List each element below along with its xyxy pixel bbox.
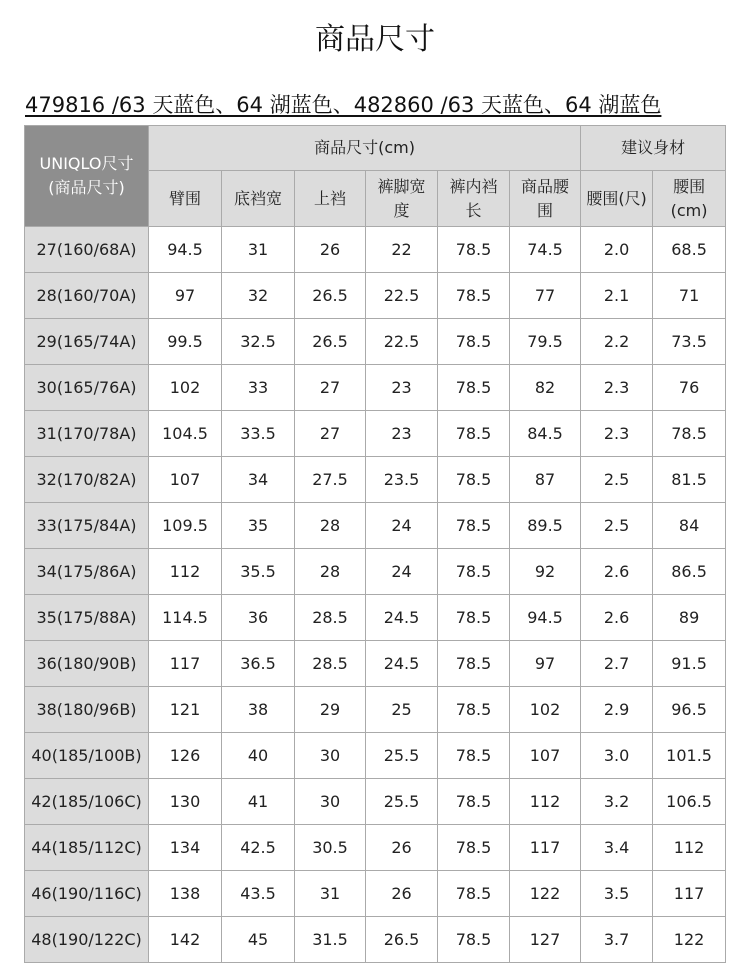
cell-inseam: 78.5 [438,411,510,457]
cell-arm-circumference: 109.5 [149,503,222,549]
cell-front-rise: 30.5 [295,825,366,871]
cell-front-rise: 28 [295,549,366,595]
cell-front-rise: 26.5 [295,273,366,319]
column-header-arm-circumference: 臂围 [149,171,222,227]
cell-inseam: 78.5 [438,595,510,641]
cell-arm-circumference: 114.5 [149,595,222,641]
row-size-label: 30(165/76A) [25,365,149,411]
cell-waist-cm: 91.5 [653,641,726,687]
row-size-label: 36(180/90B) [25,641,149,687]
cell-inseam: 78.5 [438,273,510,319]
cell-waist-chi: 2.1 [581,273,653,319]
row-size-label: 29(165/74A) [25,319,149,365]
cell-crotch-width: 41 [222,779,295,825]
table-row [25,871,726,917]
cell-inseam: 78.5 [438,687,510,733]
row-size-label: 33(175/84A) [25,503,149,549]
cell-arm-circumference: 102 [149,365,222,411]
cell-crotch-width: 42.5 [222,825,295,871]
cell-inseam: 78.5 [438,917,510,963]
cell-inseam: 78.5 [438,365,510,411]
cell-inseam: 78.5 [438,779,510,825]
suggested-body-group-header: 建议身材 [581,126,726,171]
cell-arm-circumference: 138 [149,871,222,917]
cell-hem-width: 22.5 [366,319,438,365]
cell-crotch-width: 32.5 [222,319,295,365]
cell-product-waist: 87 [510,457,581,503]
table-row [25,779,726,825]
cell-waist-cm: 84 [653,503,726,549]
cell-hem-width: 25 [366,687,438,733]
cell-front-rise: 26.5 [295,319,366,365]
column-header-crotch-width: 底裆宽 [222,171,295,227]
cell-waist-cm: 101.5 [653,733,726,779]
cell-hem-width: 26.5 [366,917,438,963]
cell-waist-chi: 2.0 [581,227,653,273]
table-row [25,917,726,963]
cell-arm-circumference: 112 [149,549,222,595]
row-size-label: 42(185/106C) [25,779,149,825]
cell-waist-chi: 2.2 [581,319,653,365]
table-row [25,503,726,549]
cell-waist-chi: 3.0 [581,733,653,779]
cell-arm-circumference: 99.5 [149,319,222,365]
table-row [25,733,726,779]
cell-crotch-width: 36.5 [222,641,295,687]
cell-product-waist: 77 [510,273,581,319]
cell-hem-width: 26 [366,825,438,871]
cell-product-waist: 84.5 [510,411,581,457]
column-header-inseam: 裤内裆 长 [438,171,510,227]
table-row [25,641,726,687]
cell-front-rise: 30 [295,733,366,779]
table-row [25,365,726,411]
cell-front-rise: 31.5 [295,917,366,963]
cell-waist-cm: 71 [653,273,726,319]
row-size-label: 40(185/100B) [25,733,149,779]
cell-front-rise: 28 [295,503,366,549]
cell-waist-cm: 96.5 [653,687,726,733]
cell-product-waist: 89.5 [510,503,581,549]
cell-hem-width: 22.5 [366,273,438,319]
table-row [25,227,726,273]
cell-product-waist: 127 [510,917,581,963]
brand-size-header: UNIQLO尺寸 (商品尺寸) [25,126,149,227]
cell-hem-width: 23.5 [366,457,438,503]
cell-crotch-width: 40 [222,733,295,779]
cell-hem-width: 26 [366,871,438,917]
row-size-label: 44(185/112C) [25,825,149,871]
row-size-label: 34(175/86A) [25,549,149,595]
row-size-label: 27(160/68A) [25,227,149,273]
cell-product-waist: 117 [510,825,581,871]
cell-product-waist: 74.5 [510,227,581,273]
cell-waist-chi: 3.4 [581,825,653,871]
cell-inseam: 78.5 [438,227,510,273]
row-size-label: 28(160/70A) [25,273,149,319]
size-chart-table [24,125,726,963]
cell-waist-cm: 122 [653,917,726,963]
cell-product-waist: 122 [510,871,581,917]
cell-waist-cm: 89 [653,595,726,641]
cell-product-waist: 79.5 [510,319,581,365]
cell-waist-chi: 2.9 [581,687,653,733]
cell-waist-cm: 68.5 [653,227,726,273]
cell-arm-circumference: 107 [149,457,222,503]
cell-crotch-width: 31 [222,227,295,273]
column-header-waist-cm: 腰围 (cm) [653,171,726,227]
cell-waist-chi: 2.6 [581,549,653,595]
cell-hem-width: 23 [366,365,438,411]
cell-inseam: 78.5 [438,503,510,549]
cell-front-rise: 29 [295,687,366,733]
cell-waist-cm: 112 [653,825,726,871]
cell-waist-chi: 3.7 [581,917,653,963]
cell-front-rise: 28.5 [295,595,366,641]
cell-hem-width: 24.5 [366,595,438,641]
cell-arm-circumference: 97 [149,273,222,319]
cell-crotch-width: 33.5 [222,411,295,457]
cell-waist-cm: 78.5 [653,411,726,457]
cell-inseam: 78.5 [438,641,510,687]
table-row [25,595,726,641]
cell-waist-chi: 2.6 [581,595,653,641]
cell-arm-circumference: 104.5 [149,411,222,457]
cell-crotch-width: 35 [222,503,295,549]
cell-front-rise: 28.5 [295,641,366,687]
row-size-label: 38(180/96B) [25,687,149,733]
row-size-label: 46(190/116C) [25,871,149,917]
cell-product-waist: 102 [510,687,581,733]
cell-hem-width: 22 [366,227,438,273]
cell-inseam: 78.5 [438,733,510,779]
table-row [25,687,726,733]
cell-hem-width: 24 [366,503,438,549]
cell-product-waist: 107 [510,733,581,779]
cell-inseam: 78.5 [438,549,510,595]
cell-arm-circumference: 134 [149,825,222,871]
row-size-label: 48(190/122C) [25,917,149,963]
cell-product-waist: 112 [510,779,581,825]
cell-waist-cm: 86.5 [653,549,726,595]
cell-waist-cm: 117 [653,871,726,917]
cell-arm-circumference: 130 [149,779,222,825]
cell-waist-chi: 3.2 [581,779,653,825]
cell-product-waist: 92 [510,549,581,595]
cell-arm-circumference: 117 [149,641,222,687]
column-header-product-waist: 商品腰 围 [510,171,581,227]
table-row [25,549,726,595]
cell-crotch-width: 38 [222,687,295,733]
cell-waist-cm: 76 [653,365,726,411]
cell-arm-circumference: 126 [149,733,222,779]
cell-inseam: 78.5 [438,871,510,917]
cell-arm-circumference: 121 [149,687,222,733]
table-row [25,411,726,457]
cell-front-rise: 27 [295,365,366,411]
row-size-label: 32(170/82A) [25,457,149,503]
table-row [25,273,726,319]
cell-front-rise: 30 [295,779,366,825]
cell-crotch-width: 34 [222,457,295,503]
cell-hem-width: 23 [366,411,438,457]
table-row [25,457,726,503]
cell-inseam: 78.5 [438,457,510,503]
cell-arm-circumference: 94.5 [149,227,222,273]
cell-waist-cm: 81.5 [653,457,726,503]
page-title: 商品尺寸 [315,22,435,57]
cell-hem-width: 25.5 [366,779,438,825]
cell-crotch-width: 35.5 [222,549,295,595]
product-size-group-header: 商品尺寸(cm) [149,126,581,171]
product-codes-line: 479816 /63 天蓝色、64 湖蓝色、482860 /63 天蓝色、64 湖蓝色 [25,93,662,117]
cell-arm-circumference: 142 [149,917,222,963]
cell-waist-chi: 2.7 [581,641,653,687]
cell-front-rise: 27 [295,411,366,457]
table-row [25,319,726,365]
cell-crotch-width: 43.5 [222,871,295,917]
cell-inseam: 78.5 [438,319,510,365]
cell-front-rise: 26 [295,227,366,273]
cell-crotch-width: 36 [222,595,295,641]
cell-front-rise: 27.5 [295,457,366,503]
cell-waist-cm: 106.5 [653,779,726,825]
column-header-waist-chi: 腰围(尺) [581,171,653,227]
cell-waist-chi: 2.3 [581,411,653,457]
cell-inseam: 78.5 [438,825,510,871]
cell-hem-width: 24.5 [366,641,438,687]
column-header-front-rise: 上裆 [295,171,366,227]
cell-waist-cm: 73.5 [653,319,726,365]
cell-waist-chi: 2.5 [581,457,653,503]
cell-product-waist: 97 [510,641,581,687]
cell-crotch-width: 33 [222,365,295,411]
cell-product-waist: 94.5 [510,595,581,641]
cell-waist-chi: 2.3 [581,365,653,411]
cell-hem-width: 25.5 [366,733,438,779]
cell-waist-chi: 2.5 [581,503,653,549]
row-size-label: 31(170/78A) [25,411,149,457]
cell-product-waist: 82 [510,365,581,411]
cell-hem-width: 24 [366,549,438,595]
cell-crotch-width: 45 [222,917,295,963]
cell-front-rise: 31 [295,871,366,917]
row-size-label: 35(175/88A) [25,595,149,641]
column-header-hem-width: 裤脚宽 度 [366,171,438,227]
cell-waist-chi: 3.5 [581,871,653,917]
table-row [25,825,726,871]
cell-crotch-width: 32 [222,273,295,319]
